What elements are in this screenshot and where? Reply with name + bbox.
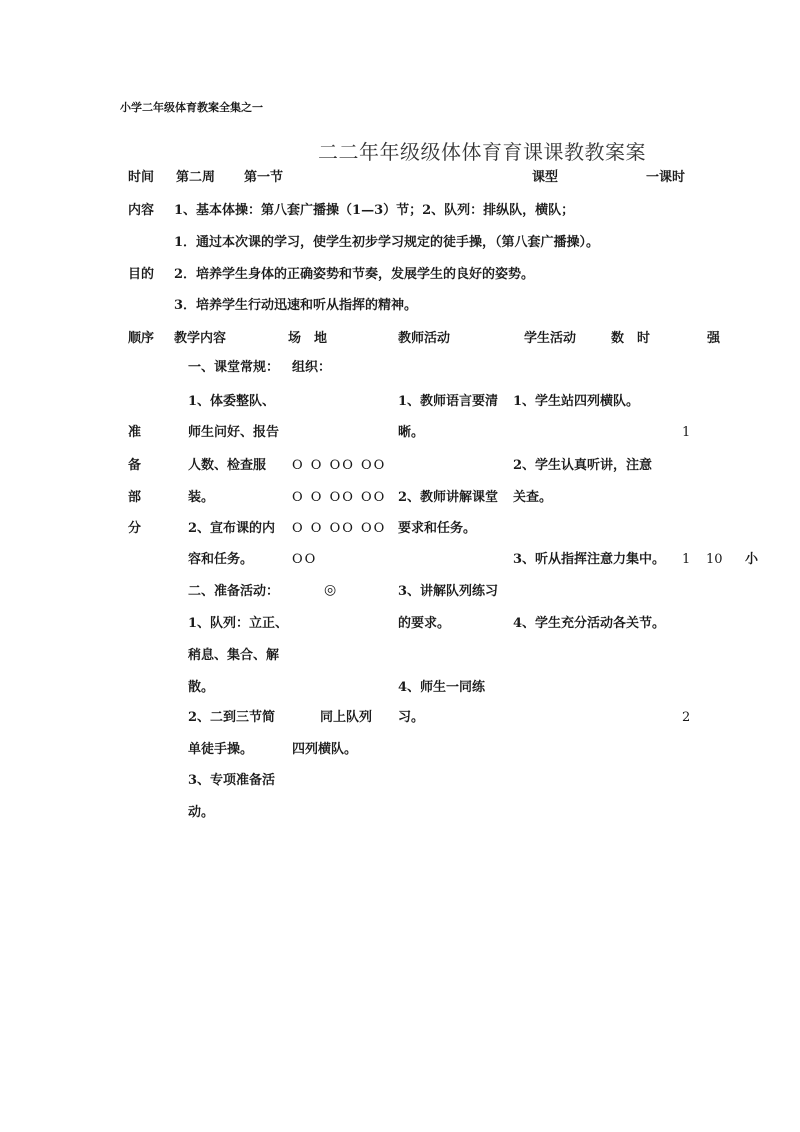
content-line: 1、体委整队、: [188, 394, 276, 409]
section-char: 部: [128, 490, 142, 505]
intensity-value: 小: [745, 552, 759, 567]
organization-label: 组织：: [292, 360, 332, 375]
content-line: 单徒手操。: [188, 742, 254, 757]
goal-item: 1．通过本次课的学习，使学生初步学习规定的徒手操，（第八套广播操）。: [174, 235, 600, 250]
content-line: 容和任务。: [188, 552, 254, 567]
formation-row: O O OO OO: [292, 521, 387, 536]
teacher-activity-line: 1、教师语言要清: [398, 394, 499, 409]
col-header-venue: 场 地: [288, 331, 328, 346]
teacher-activity-line: 习。: [398, 710, 425, 725]
section-char: 备: [128, 458, 142, 473]
section-char: 分: [128, 521, 142, 536]
col-header-intensity: 强: [707, 331, 721, 346]
content-line: 二、准备活动：: [188, 584, 280, 599]
goals-label: 目的: [128, 267, 155, 282]
content-line: 装。: [188, 490, 215, 505]
col-header-teacher: 教师活动: [398, 331, 451, 346]
student-activity-line: 1、学生站四列横队。: [513, 394, 640, 409]
formation-row: O O OO OO: [292, 490, 387, 505]
student-activity-line: 关查。: [513, 490, 553, 505]
content-line: 人数、检查服: [188, 458, 267, 473]
venue-note: 四列横队。: [292, 742, 358, 757]
content-line: 散。: [188, 680, 215, 695]
goal-item: 3．培养学生行动迅速和听从指挥的精神。: [174, 298, 418, 313]
student-activity-line: 2、学生认真听讲，注意: [513, 458, 653, 473]
content-label: 内容: [128, 203, 155, 218]
col-header-student: 学生活动: [524, 331, 577, 346]
document-header: 小学二年级体育教案全集之一: [120, 101, 263, 114]
teacher-activity-line: 晰。: [398, 425, 425, 440]
student-activity-line: 4、学生充分活动各关节。: [513, 616, 666, 631]
content-text: 1、基本体操：第八套广播操（1—3）节；2、队列：排纵队，横队；: [174, 203, 575, 218]
lesson-value: 第一节: [244, 170, 284, 185]
page-title: 二二年年级级体体育育课课教教案案: [318, 140, 646, 164]
time-value: 10: [706, 552, 723, 567]
time-label: 时间: [128, 170, 155, 185]
lesson-type-label: 课型: [532, 170, 559, 185]
count-value: 1: [682, 425, 691, 440]
teacher-activity-line: 3、讲解队列练习: [398, 584, 499, 599]
content-line: 3、专项准备活: [188, 773, 276, 788]
col-header-order: 顺序: [128, 331, 155, 346]
teacher-position-icon: ◎: [324, 582, 337, 598]
venue-note: 同上队列: [320, 710, 373, 725]
content-line: 稍息、集合、解: [188, 648, 280, 663]
content-line: 2、二到三节简: [188, 710, 276, 725]
col-header-count-time: 数 时: [611, 331, 651, 346]
teacher-activity-line: 4、师生一同练: [398, 680, 486, 695]
teacher-activity-line: 2、教师讲解课堂: [398, 490, 499, 505]
formation-row: O O OO OO: [292, 458, 387, 473]
week-value: 第二周: [176, 170, 216, 185]
content-line: 动。: [188, 805, 215, 820]
content-line: 2、宣布课的内: [188, 521, 276, 536]
student-activity-line: 3、听从指挥注意力集中。: [513, 552, 666, 567]
count-value: 2: [682, 710, 691, 725]
content-line: 一、课堂常规：: [188, 360, 280, 375]
content-line: 师生问好、报告: [188, 425, 280, 440]
goal-item: 2．培养学生身体的正确姿势和节奏，发展学生的良好的姿势。: [174, 267, 535, 282]
count-value: 1: [682, 552, 691, 567]
teacher-activity-line: 的要求。: [398, 616, 451, 631]
section-char: 准: [128, 425, 142, 440]
formation-row: OO: [292, 552, 318, 567]
teacher-activity-line: 要求和任务。: [398, 521, 477, 536]
content-line: 1、队列：立正、: [188, 616, 289, 631]
lesson-hours: 一课时: [646, 170, 686, 185]
col-header-content: 教学内容: [174, 331, 227, 346]
